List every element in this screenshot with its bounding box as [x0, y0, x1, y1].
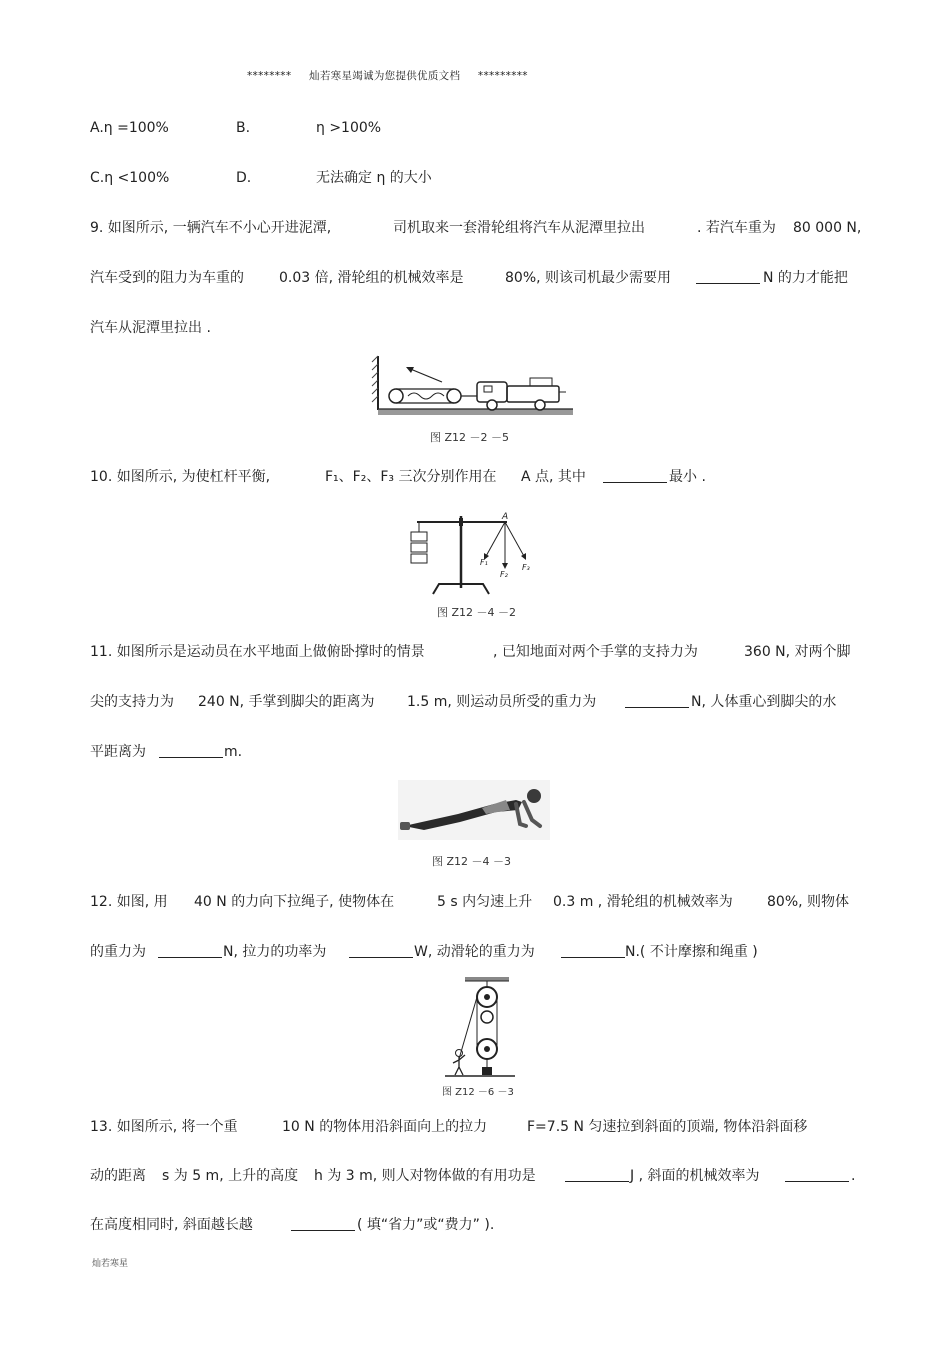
q10-line1-a: 10. 如图所示, 为使杠杆平衡, — [90, 469, 271, 485]
q12-line2-c: W, 动滑轮的重力为 — [414, 944, 535, 960]
header-text: 灿若寒星竭诚为您提供优质文档 — [309, 70, 461, 82]
lever-label-f3: F₃ — [522, 563, 530, 572]
q13-line3-b: ( 填“省力”或“费力” ). — [357, 1217, 495, 1233]
q11-answer-blank-2[interactable] — [159, 743, 223, 762]
q8-option-d-label: D. — [236, 170, 252, 186]
q9-line2-b: 0.03 倍, 滑轮组的机械效率是 — [279, 270, 464, 286]
q8-option-b-label: B. — [236, 120, 251, 136]
q9-line1-c: . 若汽车重为 — [697, 220, 776, 236]
q11-figure-caption: 图 Z12 －4 －3 — [432, 855, 512, 868]
q13-line1-b: 10 N 的物体用沿斜面向上的拉力 — [282, 1119, 488, 1135]
q9-answer-blank[interactable] — [696, 269, 760, 288]
q9-line1-d: 80 000 N, — [793, 220, 862, 236]
q9-figure-caption: 图 Z12 －2 －5 — [430, 431, 510, 444]
q11-line2-b: 240 N, 手掌到脚尖的距离为 — [198, 694, 375, 710]
page-footer: 灿若寒星 — [92, 1259, 129, 1269]
q12-line2-d: N.( 不计摩擦和绳重 ) — [625, 944, 758, 960]
q13-answer-blank-3[interactable] — [291, 1216, 355, 1235]
q12-answer-blank-2[interactable] — [349, 943, 413, 962]
q10-line1-b: F₁、F₂、F₃ 三次分别作用在 — [325, 469, 497, 485]
q11-line1-b: , 已知地面对两个手掌的支持力为 — [493, 644, 698, 660]
q9-line2-d: N 的力才能把 — [763, 270, 848, 286]
q9-line1-b: 司机取来一套滑轮组将汽车从泥潭里拉出 — [393, 220, 645, 236]
q8-option-b-text: η >100% — [316, 120, 382, 136]
q12-line1-c: 5 s 内匀速上升 — [437, 894, 533, 910]
pushup-figure — [398, 780, 550, 840]
q13-line2-c: h 为 3 m, 则人对物体做的有用功是 — [314, 1168, 536, 1184]
q12-figure-caption: 图 Z12 －6 －3 — [442, 1087, 514, 1098]
q11-line2-a: 尖的支持力为 — [90, 694, 174, 710]
q10-figure-caption: 图 Z12 －4 －2 — [437, 606, 517, 619]
q13-line2-a: 动的距离 — [90, 1168, 146, 1184]
q12-line1-a: 12. 如图, 用 — [90, 894, 168, 910]
q8-option-c: C.η <100% — [90, 170, 170, 186]
q13-line2-b: s 为 5 m, 上升的高度 — [162, 1168, 299, 1184]
q12-line1-d: 0.3 m , 滑轮组的机械效率为 — [553, 894, 733, 910]
q8-option-d-text: 无法确定 η 的大小 — [316, 170, 432, 186]
pulley-system-figure — [445, 975, 515, 1081]
q13-answer-blank-1[interactable] — [565, 1167, 629, 1186]
q12-line2-b: N, 拉力的功率为 — [223, 944, 327, 960]
pulley-car-figure — [372, 352, 582, 422]
lever-label-a: A — [502, 512, 509, 522]
q13-answer-blank-2[interactable] — [785, 1167, 849, 1186]
header-left-stars: ******** — [247, 70, 292, 82]
q12-answer-blank-3[interactable] — [561, 943, 625, 962]
q11-line1-a: 11. 如图所示是运动员在水平地面上做俯卧撑时的情景 — [90, 644, 425, 660]
q11-line2-c: 1.5 m, 则运动员所受的重力为 — [407, 694, 597, 710]
q9-line2-c: 80%, 则该司机最少需要用 — [505, 270, 672, 286]
q12-line2-a: 的重力为 — [90, 944, 146, 960]
q13-line2-d: J , 斜面的机械效率为 — [630, 1168, 760, 1184]
lever-label-f1: F₁ — [480, 558, 488, 567]
q10-answer-blank[interactable] — [603, 468, 667, 487]
q9-line1-a: 9. 如图所示, 一辆汽车不小心开进泥潭, — [90, 220, 332, 236]
q13-line1-a: 13. 如图所示, 将一个重 — [90, 1119, 238, 1135]
q10-line1-c: A 点, 其中 — [521, 469, 586, 485]
q11-line3-b: m. — [224, 744, 243, 760]
q8-option-a: A.η =100% — [90, 120, 169, 136]
q12-line1-e: 80%, 则物体 — [767, 894, 850, 910]
lever-figure — [405, 510, 545, 600]
lever-label-f2: F₂ — [500, 570, 508, 579]
q13-line1-c: F=7.5 N 匀速拉到斜面的顶端, 物体沿斜面移 — [527, 1119, 808, 1135]
page-header — [247, 68, 528, 83]
q11-line2-d: N, 人体重心到脚尖的水 — [691, 694, 837, 710]
header-right-stars: ********* — [477, 70, 528, 82]
q11-answer-blank-1[interactable] — [625, 693, 689, 712]
q13-line2-e: . — [851, 1168, 856, 1184]
q11-line3-a: 平距离为 — [90, 744, 146, 760]
q11-line1-c: 360 N, 对两个脚 — [744, 644, 851, 660]
q9-line2-a: 汽车受到的阻力为车重的 — [90, 270, 244, 286]
q13-line3-a: 在高度相同时, 斜面越长越 — [90, 1217, 253, 1233]
q10-line1-d: 最小 . — [669, 469, 706, 485]
q9-line3: 汽车从泥潭里拉出 . — [90, 320, 211, 336]
q12-line1-b: 40 N 的力向下拉绳子, 使物体在 — [194, 894, 395, 910]
q12-answer-blank-1[interactable] — [158, 943, 222, 962]
